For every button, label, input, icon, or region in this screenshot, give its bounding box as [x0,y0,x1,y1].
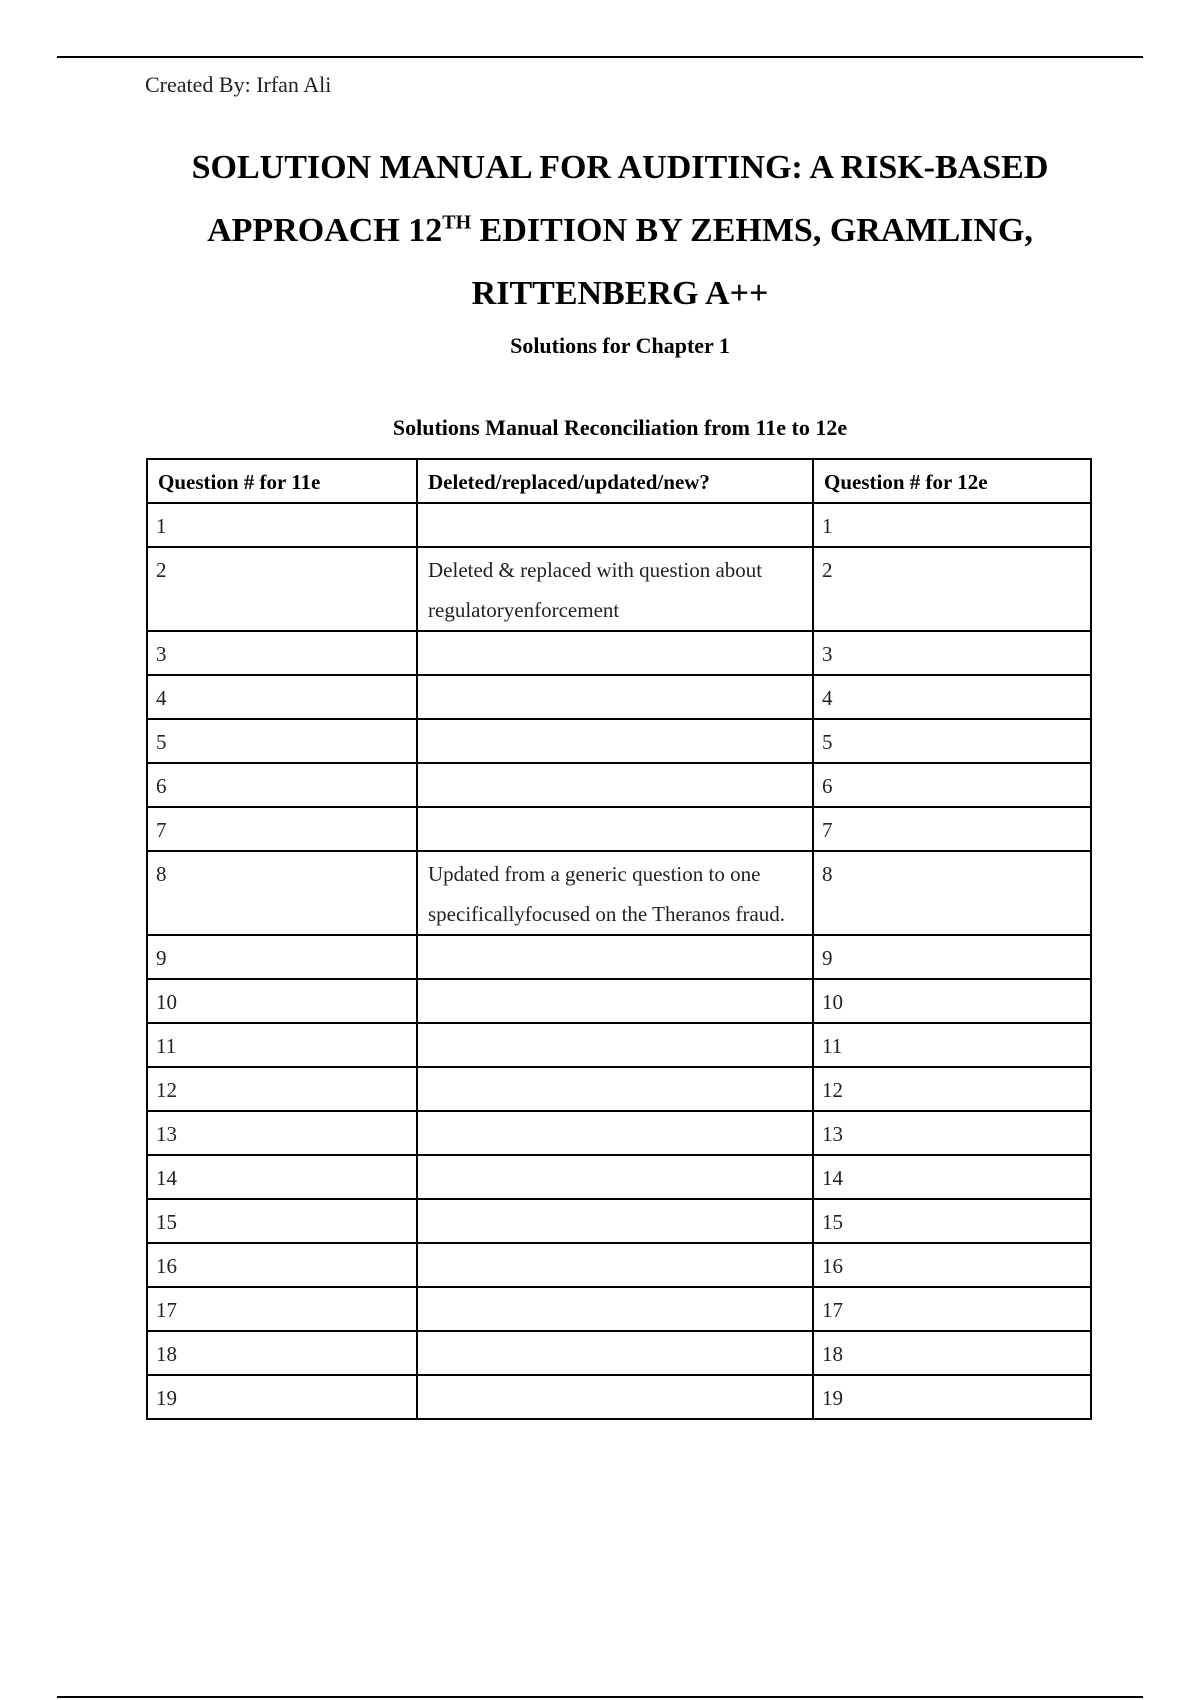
cell-change-status [417,1331,813,1375]
top-rule [57,56,1143,58]
table-body [147,503,1091,1419]
header-question-11e: Question # for 11e [147,459,417,503]
cell-question-12e: 15 [813,1199,1091,1243]
cell-question-12e: 14 [813,1155,1091,1199]
table-row [147,1199,1091,1243]
cell-change-status [417,1243,813,1287]
title-line-1: SOLUTION MANUAL FOR AUDITING: A RISK-BASED [191,149,1049,186]
cell-question-11e: 4 [147,675,417,719]
cell-question-11e: 13 [147,1111,417,1155]
title-line-3: RITTENBERG A++ [471,275,769,312]
cell-question-11e: 18 [147,1331,417,1375]
chapter-subtitle: Solutions for Chapter 1 [510,333,730,358]
table-row [147,547,1091,631]
table-row [147,675,1091,719]
cell-question-12e: 5 [813,719,1091,763]
cell-change-status [417,631,813,675]
cell-question-12e: 1 [813,503,1091,547]
cell-question-12e: 17 [813,1287,1091,1331]
table-row [147,1243,1091,1287]
table-row [147,1023,1091,1067]
table-row [147,719,1091,763]
table-caption: Solutions Manual Reconciliation from 11e to 12e [392,415,848,440]
cell-question-11e: 14 [147,1155,417,1199]
table-row [147,763,1091,807]
cell-question-11e: 1 [147,503,417,547]
title-superscript: TH [442,211,472,234]
cell-question-12e: 6 [813,763,1091,807]
cell-question-11e: 5 [147,719,417,763]
table-row [147,1155,1091,1199]
cell-question-11e: 15 [147,1199,417,1243]
cell-change-status [417,1375,813,1419]
cell-question-12e: 18 [813,1331,1091,1375]
title-line-2 [207,212,1033,249]
cell-question-12e: 16 [813,1243,1091,1287]
table-row [147,1375,1091,1419]
document-title [130,136,1110,325]
cell-question-11e: 6 [147,763,417,807]
cell-change-status [417,675,813,719]
table-row [147,935,1091,979]
header-change-status: Deleted/replaced/updated/new? [417,459,813,503]
cell-question-12e: 10 [813,979,1091,1023]
cell-question-11e: 16 [147,1243,417,1287]
cell-change-status [417,1111,813,1155]
table-row [147,1067,1091,1111]
cell-question-12e: 2 [813,547,1091,631]
cell-question-12e: 9 [813,935,1091,979]
cell-change-status [417,1199,813,1243]
cell-change-status [417,1023,813,1067]
cell-question-12e: 7 [813,807,1091,851]
cell-change-status [417,503,813,547]
cell-question-11e: 8 [147,851,417,935]
table-row [147,503,1091,547]
cell-change-status [417,1287,813,1331]
cell-change-status: Deleted & replaced with question about regulatoryenforcement [417,547,813,631]
cell-question-11e: 19 [147,1375,417,1419]
table-row [147,807,1091,851]
cell-question-12e: 13 [813,1111,1091,1155]
cell-question-12e: 3 [813,631,1091,675]
cell-question-11e: 9 [147,935,417,979]
reconciliation-table [146,458,1092,1420]
cell-change-status [417,763,813,807]
cell-question-11e: 7 [147,807,417,851]
cell-question-12e: 4 [813,675,1091,719]
cell-question-12e: 12 [813,1067,1091,1111]
table-row [147,979,1091,1023]
cell-change-status [417,1155,813,1199]
cell-change-status [417,935,813,979]
table-header-row [147,459,1091,503]
title-line-2-pre: APPROACH 12 [207,212,443,249]
cell-question-11e: 2 [147,547,417,631]
bottom-rule [57,1696,1143,1698]
cell-question-11e: 3 [147,631,417,675]
cell-change-status [417,979,813,1023]
cell-change-status [417,719,813,763]
table-row [147,1287,1091,1331]
cell-question-12e: 11 [813,1023,1091,1067]
cell-question-11e: 17 [147,1287,417,1331]
table-row [147,1111,1091,1155]
cell-change-status [417,1067,813,1111]
cell-change-status: Updated from a generic question to one specificallyfocused on the Theranos fraud. [417,851,813,935]
cell-question-11e: 10 [147,979,417,1023]
table-row [147,851,1091,935]
cell-question-12e: 19 [813,1375,1091,1419]
cell-question-12e: 8 [813,851,1091,935]
title-line-2-post: EDITION BY ZEHMS, GRAMLING, [471,212,1033,249]
created-by-text: Created By: Irfan Ali [145,72,332,97]
table-row [147,631,1091,675]
header-question-12e: Question # for 12e [813,459,1091,503]
table-row [147,1331,1091,1375]
cell-change-status [417,807,813,851]
cell-question-11e: 11 [147,1023,417,1067]
cell-question-11e: 12 [147,1067,417,1111]
